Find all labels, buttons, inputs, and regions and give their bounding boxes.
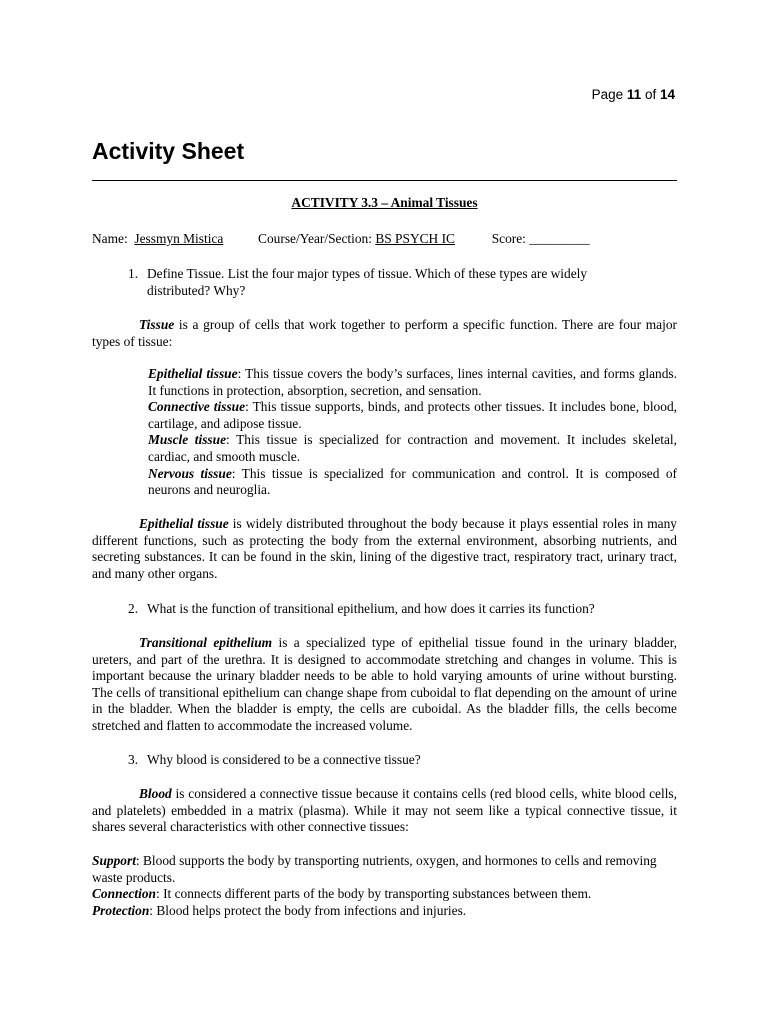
tissue-type-item: Muscle tissue: This tissue is specialized for contraction and movement. It includes skeletal, cardiac, and smooth muscle. <box>148 432 677 464</box>
tissue-type-item: Epithelial tissue: This tissue covers the body’s surfaces, lines internal cavities, and forms glands. It functions in protection, absorption, secretion, and sensation. <box>148 366 677 398</box>
question-text: Why blood is considered to be a connective tissue? <box>147 752 421 767</box>
page-total: 14 <box>659 87 675 102</box>
section-label: Course/Year/Section: <box>258 231 372 246</box>
tissue-types-list <box>148 366 677 499</box>
question-text-line1: Define Tissue. List the four major types of tissue. Which of these types are widely <box>147 266 588 281</box>
term-tissue: Tissue <box>139 317 175 332</box>
blood-characteristics-list <box>92 853 677 919</box>
question-number: 1. <box>128 266 139 281</box>
q2-answer: Transitional epithelium is a specialized type of epithelial tissue found in the urinary bladder, ureters, and part of the urethra. It is designed to accommodate stretching and changes in volume. This is important because the urinary bladder needs to be able to hold varying amounts of urine without bursting. The cells of transitional epithelium can change shape from cuboidal to flat depending on the amount of urine in the bladder. When the bladder is empty, the cells are cuboidal. As the bladder fills, the cells become stretched and flatten to accommodate the increased volume. <box>92 635 677 733</box>
page-number: Page 11 of 14 <box>591 87 675 102</box>
question-2 <box>128 601 677 618</box>
score-label: Score: <box>491 231 526 246</box>
student-info-row <box>92 231 692 248</box>
tissue-type-item: Connective tissue: This tissue supports, binds, and protects other tissues. It includes bone, blood, cartilage, and adipose tissue. <box>148 399 677 431</box>
q3-answer: Blood is considered a connective tissue because it contains cells (red blood cells, white blood cells, and platelets) embedded in a matrix (plasma). While it may not seem like a typical connective tissue, it shares several characteristics with other connective tissues: <box>92 786 677 835</box>
question-number: 3. <box>128 752 139 767</box>
question-text-line2: distributed? Why? <box>147 282 246 298</box>
name-value: Jessmyn Mistica <box>134 231 224 246</box>
title-divider <box>92 180 677 181</box>
characteristic-item: Protection: Blood helps protect the body from infections and injuries. <box>92 902 467 918</box>
question-text: What is the function of transitional epithelium, and how does it carries its function? <box>147 601 595 616</box>
activity-title: ACTIVITY 3.3 – Animal Tissues <box>291 195 478 210</box>
characteristic-item: Support: Blood supports the body by transporting nutrients, oxygen, and hormones to cells and removing waste products. <box>92 853 657 885</box>
question-number: 2. <box>128 601 139 616</box>
sheet-title: Activity Sheet <box>92 138 245 164</box>
tissue-type-item: Nervous tissue: This tissue is specialized for communication and control. It is composed of neurons and neuroglia. <box>148 465 677 498</box>
score-blank: _________ <box>529 231 590 246</box>
tissue-definition: Tissue is a group of cells that work together to perform a specific function. There are four major types of tissue: <box>92 317 677 349</box>
characteristic-item: Connection: It connects different parts of the body by transporting substances between them. <box>92 886 592 902</box>
page-current: 11 <box>626 87 642 102</box>
section-value: BS PSYCH IC <box>375 231 455 246</box>
question-3 <box>128 752 677 769</box>
question-1 <box>128 266 677 299</box>
name-label: Name: <box>92 231 128 246</box>
q1-answer: Epithelial tissue is widely distributed throughout the body because it plays essential roles in many different functions, such as protecting the body from the external environment, absorbing nutrients, and secreting substances. It can be found in the skin, lining of the digestive tract, respiratory tract, urinary tract, and many other organs. <box>92 516 678 581</box>
